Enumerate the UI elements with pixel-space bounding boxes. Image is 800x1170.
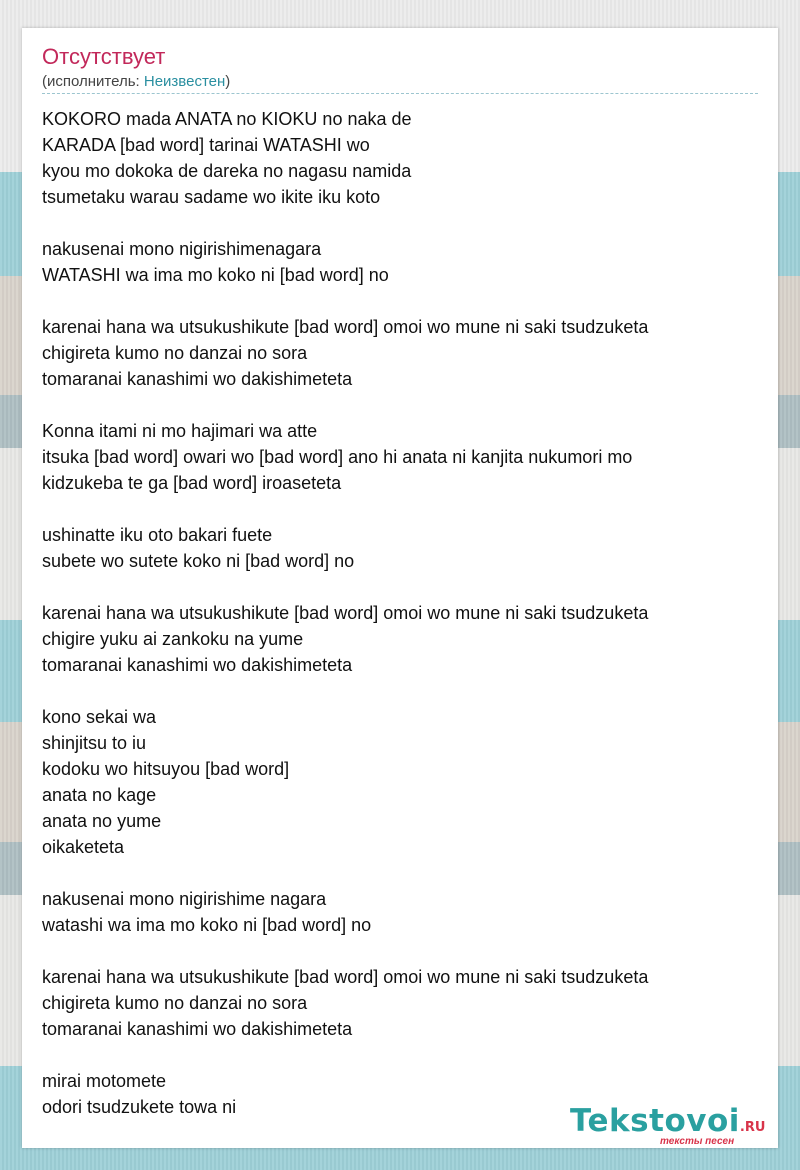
artist-line (42, 73, 230, 90)
lyric-line: tomaranai kanashimi wo dakishimeteta (42, 1019, 353, 1039)
lyric-line: shinjitsu to iu (42, 733, 147, 753)
lyric-line: karenai hana wa utsukushikute [bad word] omoi wo mune ni saki tsudzuketa (42, 317, 649, 337)
lyric-line: Konna itami ni mo hajimari wa atte (42, 421, 318, 441)
artist-prefix: (исполнитель: (42, 73, 144, 90)
lyric-line: tsumetaku warau sadame wo ikite iku koto (42, 187, 381, 207)
logo-wordmark: Tekstovoi (570, 1103, 740, 1139)
lyric-line: oikaketeta (42, 837, 125, 857)
stanza-break (42, 678, 758, 704)
logo-tld: .RU (739, 1120, 766, 1135)
logo-tagline: тексты песен (660, 1136, 735, 1147)
tekstovoi-logo[interactable] (570, 1103, 780, 1147)
lyric-line: kono sekai wa (42, 707, 157, 727)
stanza-break (42, 938, 758, 964)
lyrics-card (22, 28, 778, 1148)
lyric-line: KOKORO mada ANATA no KIOKU no naka de (42, 109, 412, 129)
lyric-line: kodoku wo hitsuyou [bad word] (42, 759, 290, 779)
stanza-break (42, 392, 758, 418)
stanza-break (42, 210, 758, 236)
lyric-line: watashi wa ima mo koko ni [bad word] no (42, 915, 372, 935)
lyric-line: anata no yume (42, 811, 162, 831)
title-divider (42, 93, 758, 94)
lyric-line: kyou mo dokoka de dareka no nagasu namida (42, 161, 412, 181)
artist-link[interactable]: Неизвестен (143, 73, 226, 90)
stanza-break (42, 1042, 758, 1068)
lyric-line: anata no kage (42, 785, 157, 805)
lyric-line: odori tsudzukete towa ni (42, 1097, 237, 1117)
lyric-line: karenai hana wa utsukushikute [bad word] omoi wo mune ni saki tsudzuketa (42, 603, 649, 623)
lyric-line: chigireta kumo no danzai no sora (42, 993, 308, 1013)
stanza-break (42, 288, 758, 314)
lyric-line: chigireta kumo no danzai no sora (42, 343, 308, 363)
stanza-break (42, 860, 758, 886)
stanza-break (42, 496, 758, 522)
song-title: Отсутствует (42, 44, 166, 69)
lyric-line: nakusenai mono nigirishimenagara (42, 239, 322, 259)
lyric-line: itsuka [bad word] owari wo [bad word] ano hi anata ni kanjita nukumori mo (42, 447, 633, 467)
lyric-line: WATASHI wa ima mo koko ni [bad word] no (42, 265, 389, 285)
stanza-break (42, 574, 758, 600)
lyric-line: tomaranai kanashimi wo dakishimeteta (42, 655, 353, 675)
lyrics-text (42, 106, 758, 1120)
lyric-line: tomaranai kanashimi wo dakishimeteta (42, 369, 353, 389)
lyric-line: chigire yuku ai zankoku na yume (42, 629, 304, 649)
lyric-line: karenai hana wa utsukushikute [bad word] omoi wo mune ni saki tsudzuketa (42, 967, 649, 987)
lyric-line: kidzukeba te ga [bad word] iroaseteta (42, 473, 342, 493)
lyric-line: ushinatte iku oto bakari fuete (42, 525, 273, 545)
artist-suffix: ) (225, 73, 231, 90)
lyric-line: subete wo sutete koko ni [bad word] no (42, 551, 355, 571)
lyric-line: KARADA [bad word] tarinai WATASHI wo (42, 135, 370, 155)
lyric-line: mirai motomete (42, 1071, 167, 1091)
lyric-line: nakusenai mono nigirishime nagara (42, 889, 327, 909)
